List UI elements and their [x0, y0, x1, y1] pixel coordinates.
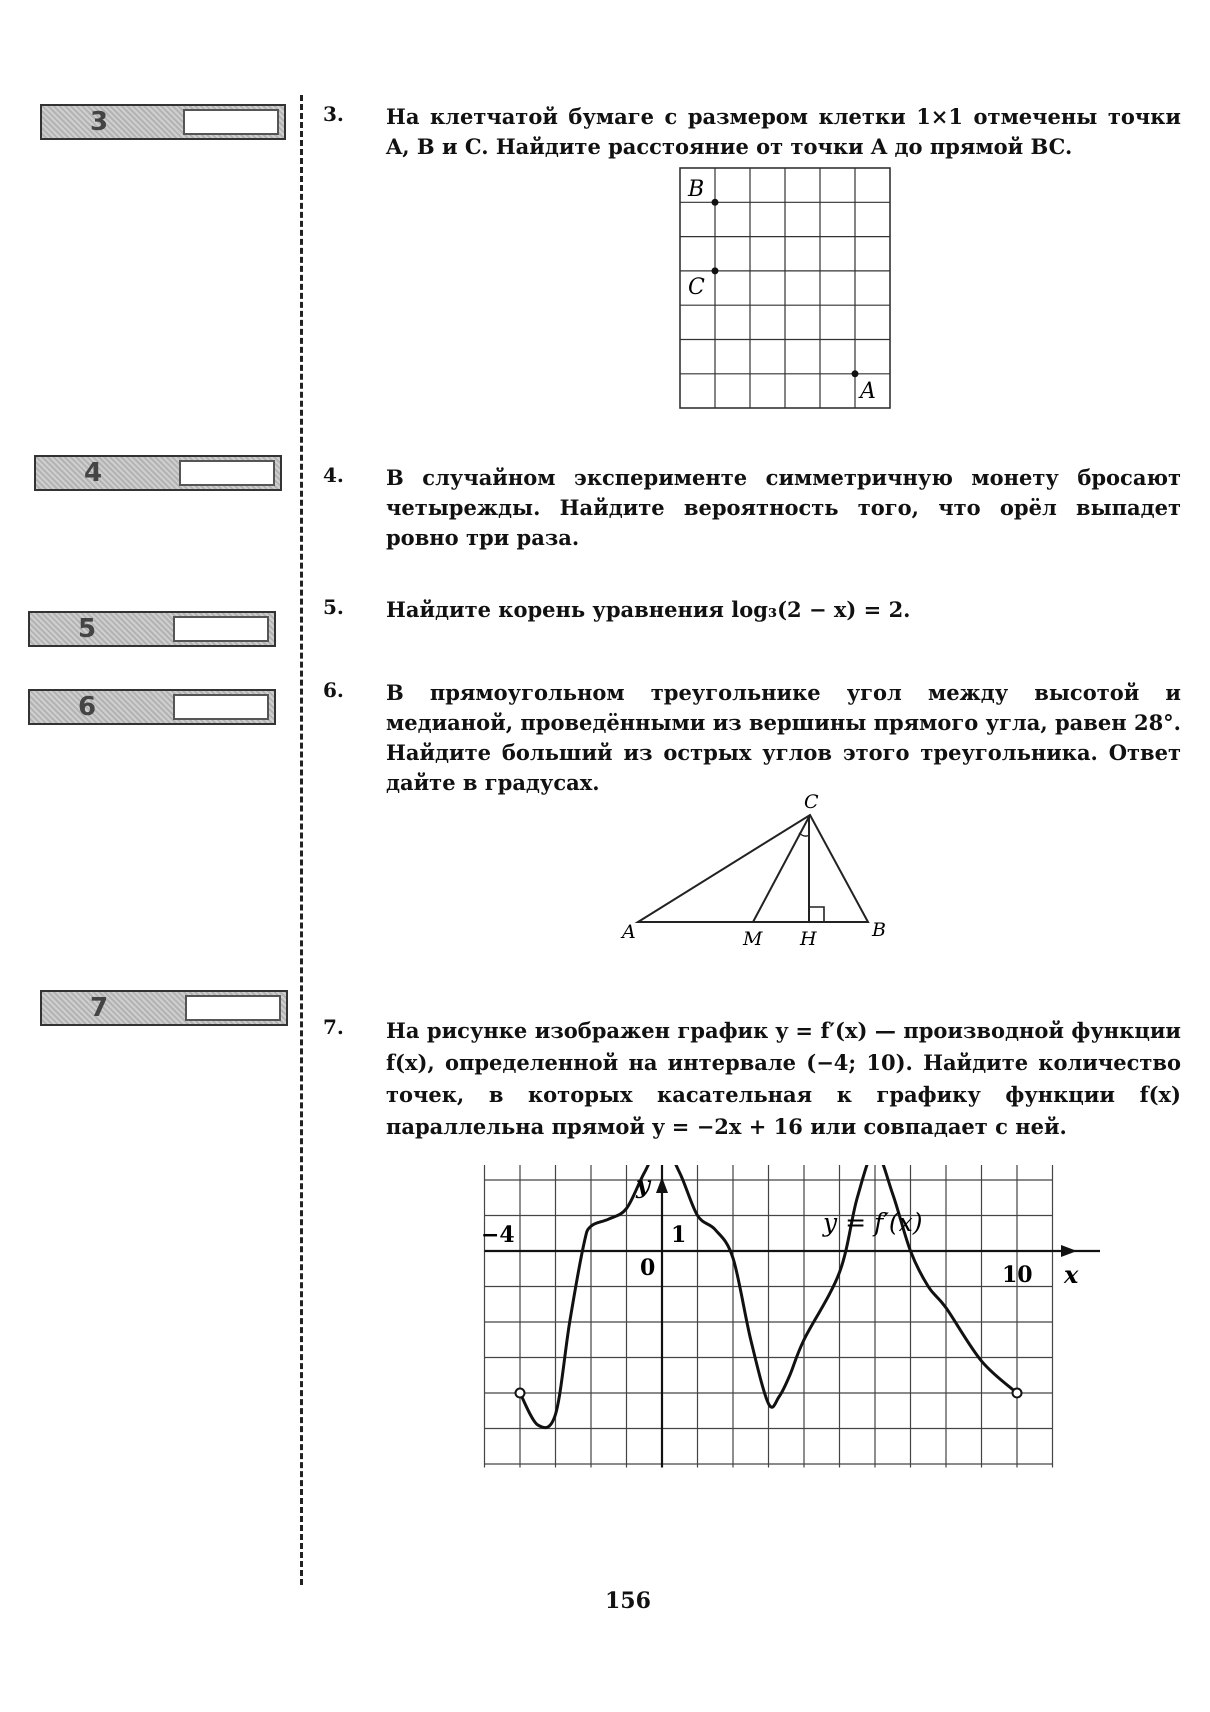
- page-number: 156: [605, 1588, 651, 1614]
- answer-box-number: 7: [90, 993, 109, 1023]
- grid-figure: [672, 162, 912, 416]
- question-5-number: 5.: [323, 595, 344, 619]
- function-label: y = f′(x): [823, 1208, 923, 1237]
- tick-label-minus4: −4: [481, 1222, 515, 1248]
- point-a: [852, 370, 859, 377]
- question-6-text: В прямоугольном треугольнике угол между высотой и медианой, проведёнными из вершины прямого угла, равен 28°. Найдите больший из острых углов этого треугольника. Ответ дайте в градусах.: [386, 680, 1181, 795]
- answer-box-number: 4: [84, 458, 103, 488]
- triangle-figure: [610, 790, 930, 960]
- question-5-text: Найдите корень уравнения log₃(2 − x) = 2.: [386, 597, 911, 622]
- y-axis-label: y: [636, 1170, 650, 1199]
- point-c: [712, 267, 719, 274]
- derivative-graph: [460, 1165, 1100, 1565]
- question-3-text: На клетчатой бумаге с размером клетки 1×1 отмечены точки A, B и C. Найдите расстояние от точки A до прямой BC.: [386, 104, 1181, 159]
- answer-field-4[interactable]: [179, 460, 275, 486]
- answer-box-3: [40, 104, 286, 140]
- point-b: [712, 199, 719, 206]
- question-7-number: 7.: [323, 1015, 344, 1039]
- answer-box-number: 5: [78, 614, 97, 644]
- answer-box-4: [34, 455, 282, 491]
- tick-label-one: 1: [671, 1222, 687, 1248]
- answer-field-3[interactable]: [183, 109, 279, 135]
- answer-box-number: 3: [90, 107, 109, 137]
- answer-box-7: [40, 990, 288, 1026]
- answer-box-5: [28, 611, 276, 647]
- x-axis-arrow: [1061, 1245, 1077, 1257]
- open-endpoint-left: [516, 1389, 525, 1398]
- cut-line: [300, 95, 303, 1585]
- label-h: H: [800, 928, 817, 950]
- open-endpoint-right: [1013, 1389, 1022, 1398]
- question-4-number: 4.: [323, 463, 344, 487]
- question-3-number: 3.: [323, 102, 344, 126]
- tick-label-ten: 10: [1002, 1262, 1033, 1288]
- label-c: C: [688, 275, 705, 300]
- label-a: A: [622, 921, 636, 943]
- x-axis-label: x: [1064, 1260, 1079, 1289]
- question-6-number: 6.: [323, 678, 344, 702]
- question-4-text: В случайном эксперименте симметричную монету бросают четырежды. Найдите вероятность того, что орёл выпадет ровно три раза.: [386, 465, 1181, 550]
- answer-box-number: 6: [78, 692, 97, 722]
- label-a: A: [860, 379, 876, 404]
- label-b: B: [688, 177, 705, 202]
- label-c: C: [804, 791, 819, 813]
- label-m: M: [743, 928, 763, 950]
- answer-field-7[interactable]: [185, 995, 281, 1021]
- tick-label-zero: 0: [640, 1255, 656, 1281]
- answer-box-6: [28, 689, 276, 725]
- question-7-text: На рисунке изображен график y = f′(x) — производной функции f(x), определенной на интервале (−4; 10). Найдите количество точек, в которых касательная к графику функции f(x) параллельна прямой y = −2x + 16 или совпадает с ней.: [386, 1018, 1181, 1139]
- answer-field-6[interactable]: [173, 694, 269, 720]
- answer-field-5[interactable]: [173, 616, 269, 642]
- label-b: B: [872, 919, 886, 941]
